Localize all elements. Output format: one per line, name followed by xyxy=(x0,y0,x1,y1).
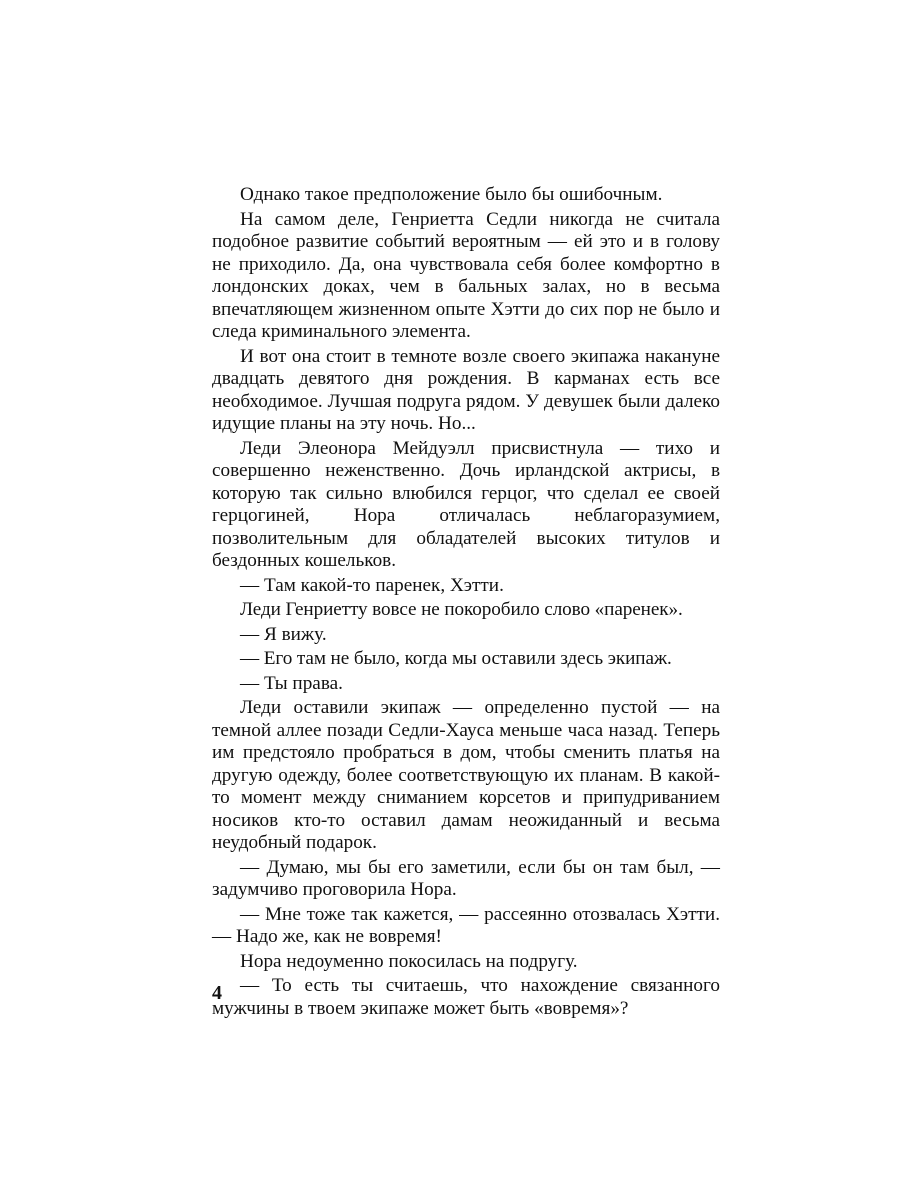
paragraph-14: — То есть ты считаешь, что нахождение связанного мужчины в твоем экипаже может быть «вовремя»? xyxy=(212,975,720,1019)
paragraph-13: Нора недоуменно покосилась на подругу. xyxy=(240,950,578,972)
paragraph-7: — Я вижу. xyxy=(240,623,327,645)
paragraph-6: Леди Генриетту вовсе не покоробило слово «паренек». xyxy=(240,599,683,620)
page-number: 4 xyxy=(212,982,222,1004)
paragraph-10: Леди оставили экипаж — определенно пустой — на темной аллее позади Седли-Хауса меньше часа назад. Теперь им предстояло пробраться в дом, чтобы сменить платья на другую одежду, более соответствующую их планам. В какой-то момент между сниманием корсетов и припудриванием носиков кто-то оставил дамам неожиданный и весьма неудобный подарок. xyxy=(212,697,720,853)
paragraph-12: — Мне тоже так кажется, — рассеянно отозвалась Хэтти. — Надо же, как не вовремя! xyxy=(212,903,720,947)
paragraph-8: — Его там не было, когда мы оставили здесь экипаж. xyxy=(240,648,672,669)
paragraph-11: — Думаю, мы бы его заметили, если бы он там был, — задумчиво проговорила Нора. xyxy=(212,856,720,900)
paragraph-3: И вот она стоит в темноте возле своего экипажа накануне двадцать девятого дня рождения. В карманах есть все необходимое. Лучшая подруга рядом. У девушек были далеко идущие планы на эту ночь. Но... xyxy=(212,345,720,434)
paragraph-5: — Там какой-то паренек, Хэтти. xyxy=(240,574,504,596)
paragraph-9: — Ты права. xyxy=(240,672,343,694)
paragraph-2: На самом деле, Генриетта Седли никогда не считала подобное развитие событий вероятным — ей это и в голову не приходило. Да, она чувствовала себя более комфортно в лондонских доках, чем в бальных залах, но в весьма впечатляющем жизненном опыте Хэтти до сих пор не было и следа криминального элемента. xyxy=(212,208,720,342)
page-text-block xyxy=(212,184,720,1022)
paragraph-1: Однако такое предположение было бы ошибочным. xyxy=(240,184,663,205)
paragraph-4: Леди Элеонора Мейдуэлл присвистнула — тихо и совершенно неженственно. Дочь ирландской актрисы, в которую так сильно влюбился герцог, что сделал ее своей герцогиней, Нора отличалась неблагоразумием, позволительным для обладателей высоких титулов и бездонных кошельков. xyxy=(212,437,720,571)
